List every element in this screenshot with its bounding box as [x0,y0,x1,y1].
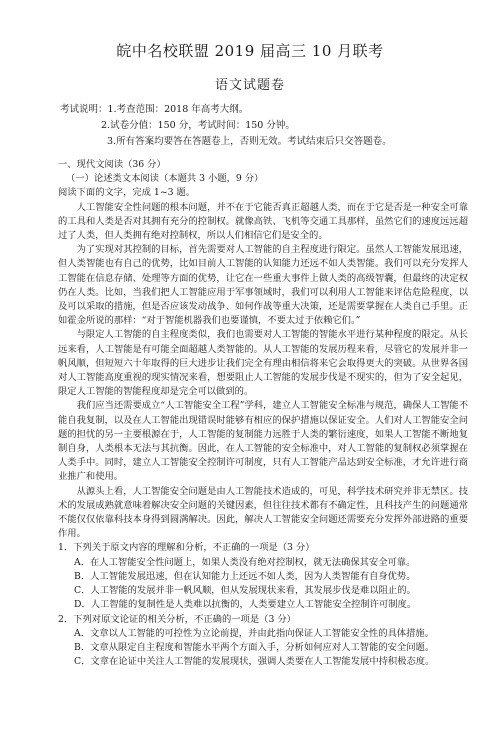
note-item: 2.试卷分值：150 分，考试时间：150 分钟。 [101,120,295,131]
question-option: B．文章从限定自主程度和智能水平两个方面入手，分析如何应对人工智能的安全问题。 [74,641,435,653]
passage-paragraph: 从源头上看，人工智能安全问题是由人工智能技术造成的，可见，科学技术研究并非无禁区。技术的发展成熟就意味着解决安全问题的关键因素，但往往技术都有不确定性，且科技产生的问题通常不能仅仅依靠科技本身得到圆满解决。因此，解决人工智能安全问题还需要充分发挥外部进路的重要作用。 [58,485,468,540]
passage-paragraph: 我们应当还需要成立“人工智能安全工程”学科，建立人工智能安全标准与规范，确保人工智能不能自我复制，以及在人工智能出现错误时能够有相应的保护措施以保证安全。人们对人工智能安全问题的担忧的另一主要根源在于，人工智能的复制能力远胜于人类的繁衍速度，如果人工智能不断地复制自身，人类根本无法与其抗衡。因此，在人工智能的安全标准中，对人工智能的复制权必须掌握在人类手中。同时，建立人工智能安全控制许可制度，只有人工智能产品达到安全标准，才允许进行商业推广和使用。 [58,400,468,483]
question-option: B．人工智能发展迅速，但在认知能力上还远不如人类，因为人类智能有自身优势。 [74,570,416,582]
section-heading: 一、现代文阅读（36 分） [58,159,166,170]
exam-subtitle: 语文试题卷 [214,78,285,93]
question-option: C．人工智能的发展并非一帆风顺，但从发展现状来看，其发展步伐是难以阻止的。 [74,585,416,597]
question-option: C．文章在论证中关注人工智能的发展现状，强调人类要在人工智能发展中持积极态度。 [74,656,435,668]
question-stem: 2．下列对原文论证的相关分析，不正确的一项是（3 分） [58,613,296,625]
exam-body [58,158,468,669]
exam-title: 皖中名校联盟 2019 届高三 10 月联考 [116,42,384,60]
passage-paragraph: 人工智能安全性问题的根本问题，并不在于它能否真正超越人类，而在于它是否是一种安全可靠的工具和人类是否对其拥有充分的控制权。就像高铁、飞机等交通工具那样，虽然它们的速度远远超过了人类，但人类拥有绝对控制权，所以人们相信它们是安全的。 [58,201,468,242]
question-option: D．人工智能的复制性是人类难以抗衡的，人类要建立人工智能安全控制许可制度。 [74,599,417,611]
note-item: 考试说明：1.考查范围：2018 年高考大纲。 [60,104,249,115]
reading-instruction: 阅读下面的文字，完成 1~3 题。 [58,187,196,199]
subsection-heading: （一）论述类文本阅读（本题共 3 小题，9 分） [66,173,264,185]
question-stem: 1．下列关于原文内容的理解和分析，不正确的一项是（3 分） [58,542,315,554]
passage-paragraph: 与限定人工智能的自主程度类似，我们也需要对人工智能的智能水平进行某种程度的限定。从长远来看，人工智能是有可能全面超越人类智能的。从人工智能的发展历程来看，尽管它的发展并非一帆风顺，但短短六十年取得的巨大进步让我们完全有理由相信将来它会取得更大的突破。从世界各国对人工智能高度重视的现实情况来看，想要阻止人工智能的发展步伐是不现实的，但为了安全起见，限定人工智能的智能程度却是完全可以做到的。 [58,329,468,398]
passage-paragraph: 为了实现对其控制的目标，首先需要对人工智能的自主程度进行限定。虽然人工智能发展迅速，但人类智能也有自己的优势，比如目前人工智能的认知能力还远不如人类智能。我们可以充分发挥人工智能在信息存储、处理等方面的优势，让它在一些重大事件上做人类的高级智囊，但最终的决定权仍在人类。比如，当我们把人工智能应用于军事领域时，我们可以利用人工智能来评估危险程度，以及可以采取的措施，但是否应该发动战争、如何作战等重大决策，还是需要掌握在人类自己手里。正如霍金所说的那样：“对于智能机器我们也要谨慎，不要太过于依赖它们。” [58,244,468,327]
question-option: A．在人工智能安全性问题上，如果人类没有绝对控制权，就无法确保其安全可靠。 [74,556,416,568]
question-option: A．文章以人工智能的可控性为立论前提，并由此指向保证人工智能安全性的具体措施。 [74,627,434,639]
note-item: 3.所有答案均要答在答题卷上，否则无效。考试结束后只交答题卷。 [107,136,392,147]
exam-notes [60,102,480,150]
